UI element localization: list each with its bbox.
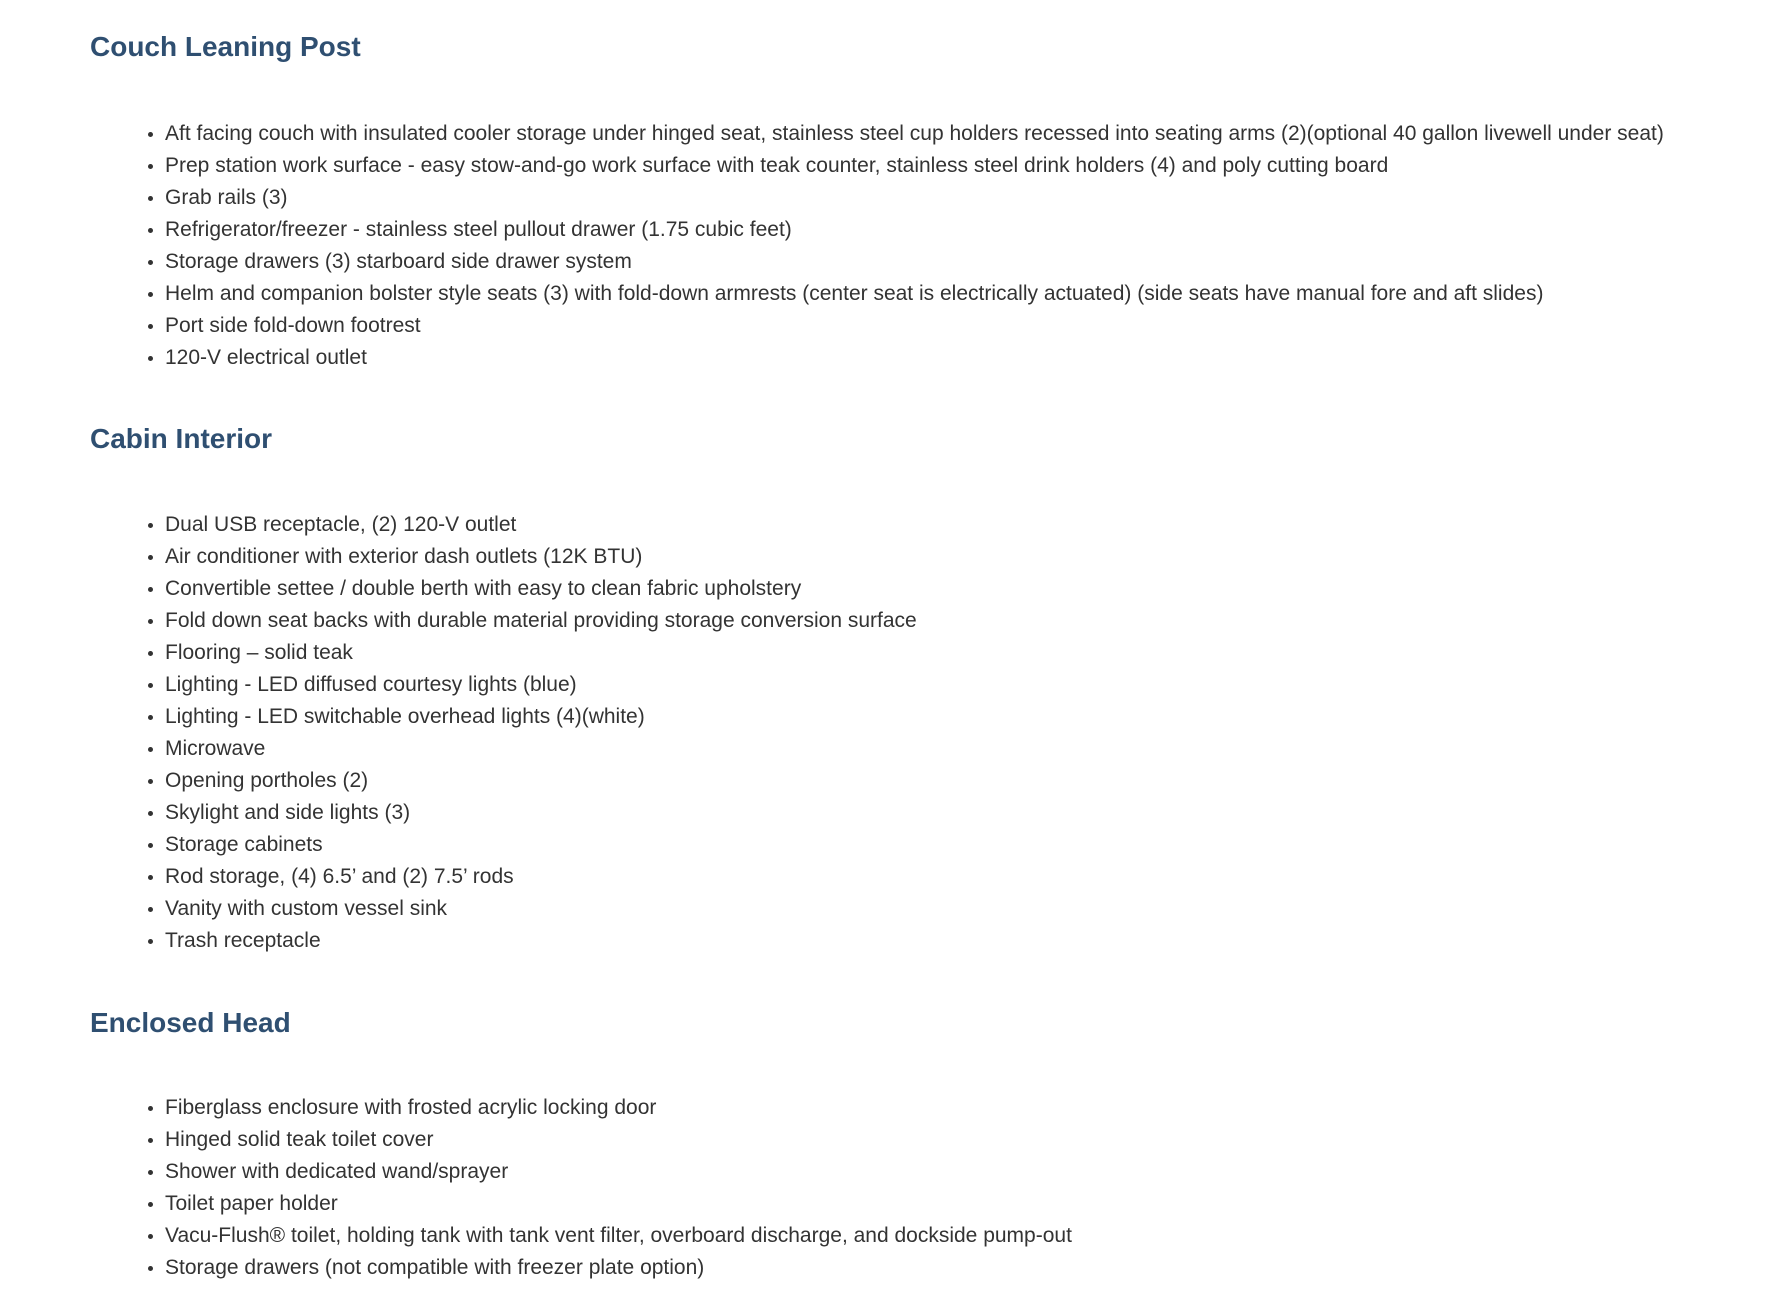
list-item: • Helm and companion bolster style seats (3) with fold-down armrests (center seat is electrically actuated) (side seats have manual fore and aft slides)	[165, 278, 1664, 310]
list-item: • Storage drawers (3) starboard side drawer system	[165, 246, 1664, 278]
list-item: • Prep station work surface - easy stow-and-go work surface with teak counter, stainless steel drink holders (4) and poly cutting board	[165, 150, 1664, 182]
list-item: • Fiberglass enclosure with frosted acrylic locking door	[165, 1092, 1072, 1124]
list-item: • Air conditioner with exterior dash outlets (12K BTU)	[165, 541, 917, 573]
list-item: • Rod storage, (4) 6.5’ and (2) 7.5’ rods	[165, 861, 917, 893]
list-item: • Port side fold-down footrest	[165, 310, 1664, 342]
section-title-cabin-interior: Cabin Interior	[90, 423, 273, 454]
list-item: • Microwave	[165, 733, 917, 765]
feature-list-enclosed-head	[0, 1092, 1072, 1284]
list-item: • Shower with dedicated wand/sprayer	[165, 1156, 1072, 1188]
list-item: • Lighting - LED switchable overhead lights (4)(white)	[165, 701, 917, 733]
section-title-enclosed-head: Enclosed Head	[90, 1007, 291, 1038]
list-item: • Flooring – solid teak	[165, 637, 917, 669]
section-title-couch-leaning-post: Couch Leaning Post	[90, 31, 361, 62]
list-item: • Hinged solid teak toilet cover	[165, 1124, 1072, 1156]
list-item: • Dual USB receptacle, (2) 120-V outlet	[165, 509, 917, 541]
list-item: • Storage cabinets	[165, 829, 917, 861]
list-item: • Convertible settee / double berth with easy to clean fabric upholstery	[165, 573, 917, 605]
feature-list-couch-leaning-post	[0, 118, 1664, 374]
list-item: • Opening portholes (2)	[165, 765, 917, 797]
list-item: • Skylight and side lights (3)	[165, 797, 917, 829]
list-item: • Lighting - LED diffused courtesy lights (blue)	[165, 669, 917, 701]
list-item: • Storage drawers (not compatible with freezer plate option)	[165, 1252, 1072, 1284]
list-item: • Grab rails (3)	[165, 182, 1664, 214]
list-item: • Trash receptacle	[165, 925, 917, 957]
feature-list-cabin-interior	[0, 509, 917, 957]
list-item: • Vanity with custom vessel sink	[165, 893, 917, 925]
list-item: • Toilet paper holder	[165, 1188, 1072, 1220]
list-item: • Aft facing couch with insulated cooler storage under hinged seat, stainless steel cup holders recessed into seating arms (2)(optional 40 gallon livewell under seat)	[165, 118, 1664, 150]
list-item: • Fold down seat backs with durable material providing storage conversion surface	[165, 605, 917, 637]
list-item: • Vacu-Flush® toilet, holding tank with tank vent filter, overboard discharge, and dockside pump-out	[165, 1220, 1072, 1252]
list-item: • Refrigerator/freezer - stainless steel pullout drawer (1.75 cubic feet)	[165, 214, 1664, 246]
list-item: • 120-V electrical outlet	[165, 342, 1664, 374]
